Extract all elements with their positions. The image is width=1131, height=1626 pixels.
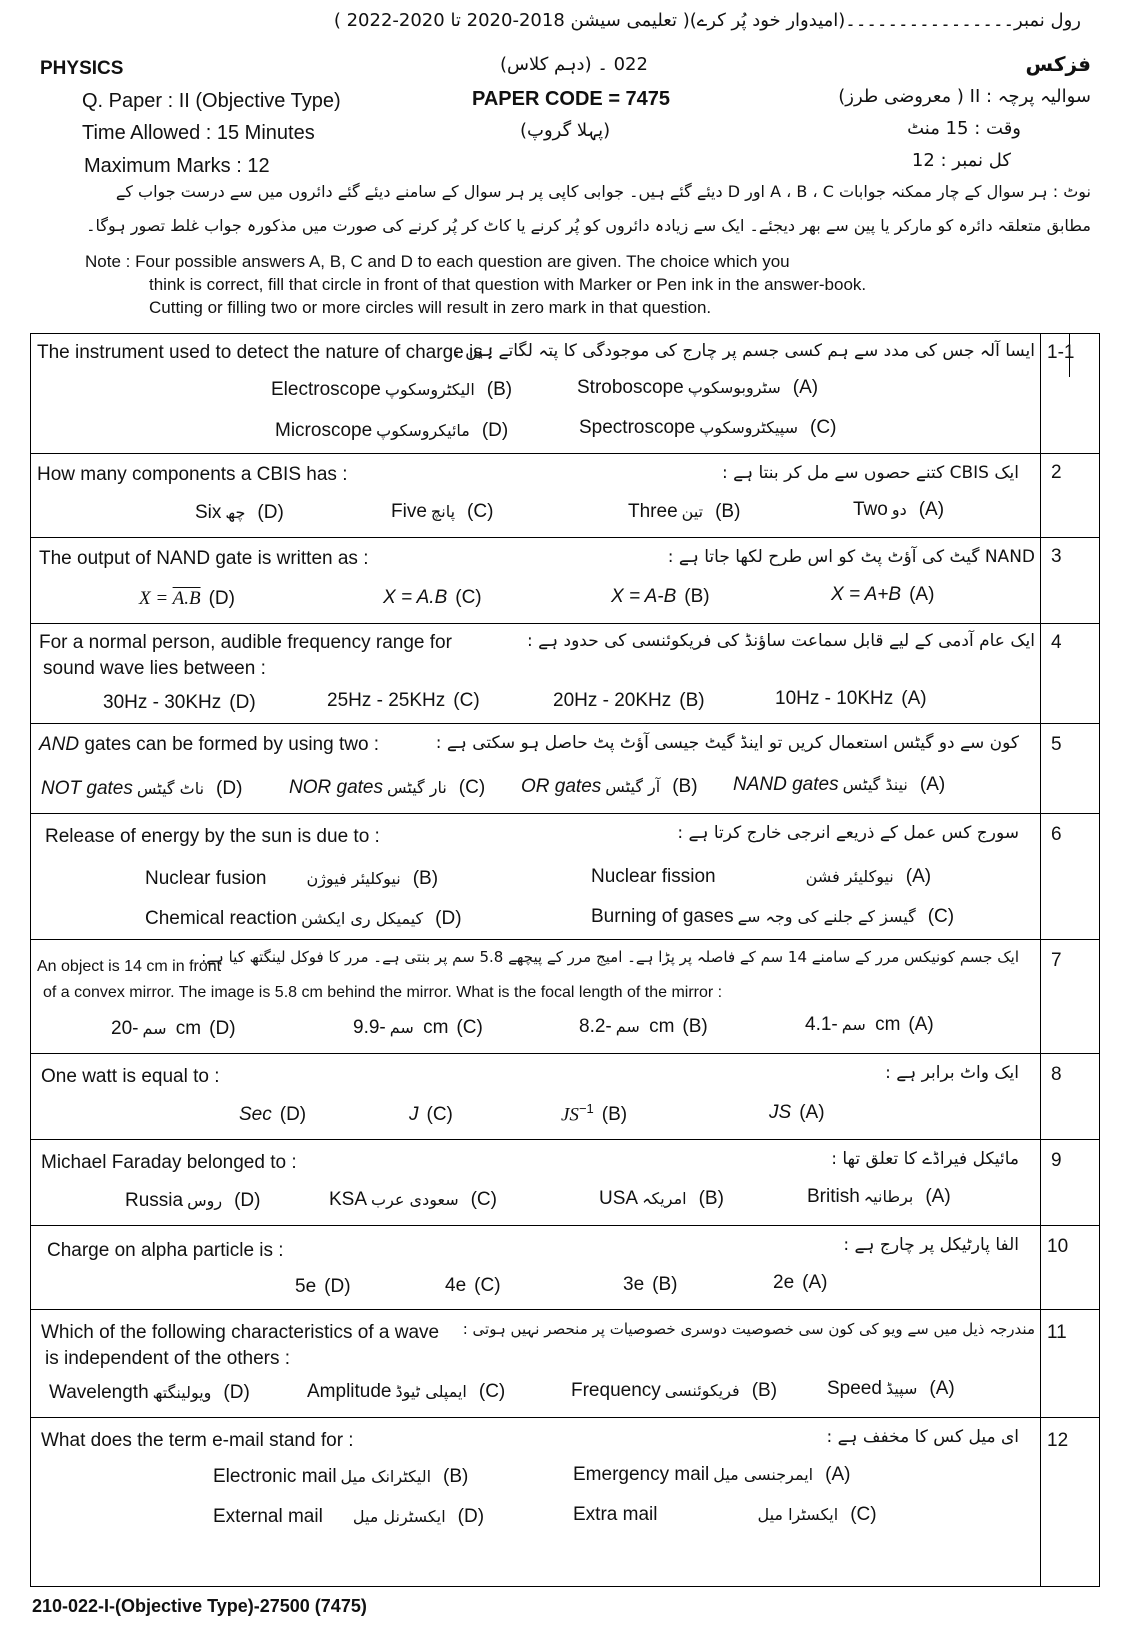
question-text-urdu: ایک واٹ برابر ہے : <box>885 1063 1019 1083</box>
question-row-7 <box>31 940 1099 1054</box>
option-a: British برطانیہ (A) <box>807 1186 951 1207</box>
option-a: NAND gates نینڈ گیٹس (A) <box>733 774 946 795</box>
question-text-english-line-2: is independent of the others : <box>45 1348 291 1369</box>
option-d: X = A.B (D) <box>139 588 235 609</box>
question-text-urdu: ایک CBIS کتنے حصوں سے مل کر بنتا ہے : <box>722 463 1019 483</box>
option-d: Chemical reaction کیمیکل ری ایکشن (D) <box>145 908 462 929</box>
option-a: JS (A) <box>769 1102 825 1123</box>
question-text-english-line-2: sound wave lies between : <box>43 658 266 679</box>
question-number: 2 <box>1051 462 1062 483</box>
question-row-5 <box>31 724 1099 814</box>
question-text-urdu: ایسا آلہ جس کی مدد سے ہم کسی جسم پر چارج کی موجودگی کا پتہ لگاتے ہیں : <box>453 341 1035 361</box>
option-c: Burning of gases گیسز کے جلنے کی وجہ سے (C) <box>591 906 955 927</box>
option-d: External mail ایکسٹرنل میل (D) <box>213 1506 485 1527</box>
option-b: سم-8.2 cm (B) <box>579 1016 708 1037</box>
option-a: X = A+B (A) <box>831 584 935 605</box>
option-a: 2e (A) <box>773 1272 828 1293</box>
question-text-english-line-2: of a convex mirror. The image is 5.8 cm behind the mirror. What is the focal length of the mirror : <box>43 984 723 1001</box>
question-number: 11 <box>1047 1322 1067 1343</box>
time-allowed-english: Time Allowed : 15 Minutes <box>82 122 315 144</box>
question-text-urdu: NAND گیٹ کی آؤٹ پٹ کو اس طرح لکھا جاتا ہے : <box>667 547 1035 567</box>
question-number: 9 <box>1051 1150 1062 1171</box>
option-d: NOT gates ناٹ گیٹس (D) <box>41 778 243 799</box>
option-b: $JS^{-1}$ (B) <box>561 1101 628 1126</box>
note-urdu-line-2: مطابق متعلقہ دائرہ کو مارکر یا پین سے بھر دیجئے۔ ایک سے زیادہ دائروں کو پُر کرنے یا کاٹ کر پُر کرنے کی صورت میں مذکورہ جواب غلط تصور ہوگا۔ <box>86 216 1091 235</box>
question-text-urdu: ایک عام آدمی کے لیے قابل سماعت ساؤنڈ کی فریکوئنسی کی حدود ہے : <box>527 631 1035 651</box>
question-number: 8 <box>1051 1064 1062 1085</box>
footer-code: 210-022-I-(Objective Type)-27500 (7475) <box>32 1596 367 1616</box>
option-c: KSA سعودی عرب (C) <box>329 1189 497 1210</box>
class-line: 022 ۔ (دہم کلاس) <box>500 54 648 75</box>
option-b: 3e (B) <box>623 1274 678 1295</box>
option-b: OR gates آر گیٹس (B) <box>521 776 698 797</box>
question-text-english: Release of energy by the sun is due to : <box>45 826 380 847</box>
option-c: X = A.B (C) <box>383 587 482 608</box>
roll-number-line: رول نمبر۔۔۔۔۔۔۔۔۔۔۔۔۔۔۔۔(امیدوار خود پُر کرے)( تعلیمی سیشن 2018-2020 تا 2020-2022 ) <box>333 10 1081 31</box>
question-text-english: An object is 14 cm in front <box>37 958 222 975</box>
option-a: Stroboscope سٹروبوسکوپ (A) <box>577 377 819 398</box>
option-d: Microscope مائیکروسکوپ (D) <box>275 420 509 441</box>
option-b: Frequency فریکوئنسی (B) <box>571 1380 778 1401</box>
option-a: Nuclear fission نیوکلیئر فشن (A) <box>591 866 932 887</box>
question-row-6 <box>31 814 1099 940</box>
question-row-10 <box>31 1226 1099 1310</box>
question-paper-english: Q. Paper : II (Objective Type) <box>82 90 341 112</box>
group-label: (پہلا گروپ) <box>520 120 611 141</box>
question-text-urdu: مندرجہ ذیل میں سے ویو کی کون سی خصوصیت دوسری خصوصیات پر منحصر نہیں ہوتی : <box>462 1320 1035 1338</box>
question-text-english: The output of NAND gate is written as : <box>39 548 369 569</box>
option-d: Six چھ (D) <box>195 502 284 523</box>
option-a: Two دو (A) <box>853 499 945 520</box>
question-text-urdu: سورج کس عمل کے ذریعے انرجی خارج کرتا ہے : <box>677 823 1019 843</box>
note-english-line-3: Cutting or filling two or more circles will result in zero mark in that question. <box>149 298 712 317</box>
option-b: Three تین (B) <box>628 501 741 522</box>
option-b: Electroscope الیکٹروسکوپ (B) <box>271 379 513 400</box>
option-d: سم-20 cm (D) <box>111 1018 236 1039</box>
question-text-urdu: ایک جسم کونیکس مرر کے سامنے 14 سم کے فاصلہ پر پڑا ہے۔ امیج مرر کے پیچھے 5.8 سم پر بنتی ہے۔ مرر کا فوکل لینگتھ کیا ہے: <box>201 948 1019 966</box>
option-a: Speed سپیڈ (A) <box>827 1378 955 1399</box>
option-c: J (C) <box>409 1104 453 1125</box>
question-number: 7 <box>1051 950 1062 971</box>
question-number: 4 <box>1051 632 1062 653</box>
question-row-2 <box>31 454 1099 538</box>
option-b: Electronic mail الیکٹرانک میل (B) <box>213 1466 469 1487</box>
maximum-marks-english: Maximum Marks : 12 <box>84 155 270 177</box>
question-text-urdu: ای میل کس کا مخفف ہے : <box>826 1427 1019 1447</box>
question-text-english: AND gates can be formed by using two : <box>39 734 380 755</box>
question-text-urdu: الفا پارٹیکل پر چارج ہے : <box>843 1235 1019 1255</box>
subject-urdu: فزکس <box>1025 52 1091 76</box>
option-c: NOR gates نار گیٹس (C) <box>289 777 486 798</box>
question-row-1 <box>31 334 1099 454</box>
option-d: 5e (D) <box>295 1276 351 1297</box>
option-a: Emergency mail ایمرجنسی میل (A) <box>573 1464 851 1485</box>
option-c: 25Hz - 25KHz (C) <box>327 690 480 711</box>
option-d: Wavelength ویولینگتھ (D) <box>49 1382 250 1403</box>
option-b: 20Hz - 20KHz (B) <box>553 690 705 711</box>
maximum-marks-urdu: کل نمبر : 12 <box>911 150 1011 171</box>
question-row-12 <box>31 1418 1099 1588</box>
question-number: 6 <box>1051 824 1062 845</box>
question-text-english: Michael Faraday belonged to : <box>41 1152 297 1173</box>
question-row-3 <box>31 538 1099 624</box>
note-english-line-1: Note : Four possible answers A, B, C and D to each question are given. The choice which you <box>85 252 790 271</box>
option-d: 30Hz - 30KHz (D) <box>103 692 256 713</box>
question-text-urdu: کون سے دو گیٹس استعمال کریں تو اینڈ گیٹ جیسی آؤٹ پٹ حاصل ہو سکتی ہے : <box>435 733 1019 753</box>
option-c: Amplitude ایمپلی ٹیوڈ (C) <box>307 1381 506 1402</box>
question-number: 12 <box>1047 1430 1069 1451</box>
note-urdu-line-1: نوٹ : ہر سوال کے چار ممکنہ جوابات A ، B ، C اور D دیئے گئے ہیں۔ جوابی کاپی پر ہر سوال کے سامنے دیئے گئے دائروں میں سے درست جواب کے <box>115 182 1091 201</box>
question-number: 3 <box>1051 546 1062 567</box>
question-text-english: How many components a CBIS has : <box>37 464 348 485</box>
question-text-english: Charge on alpha particle is : <box>47 1240 284 1261</box>
option-d: Sec (D) <box>239 1104 307 1125</box>
question-row-11 <box>31 1310 1099 1418</box>
option-a: 10Hz - 10KHz (A) <box>775 688 927 709</box>
question-text-english: The instrument used to detect the nature of charge is : <box>37 342 494 363</box>
question-number: 5 <box>1051 734 1062 755</box>
option-b: Nuclear fusion نیوکلیئر فیوژن (B) <box>145 868 439 889</box>
question-text-urdu: مائیکل فیراڈے کا تعلق تھا : <box>831 1149 1019 1169</box>
question-number: 10 <box>1047 1236 1069 1257</box>
option-b: X = A-B (B) <box>611 586 710 607</box>
option-b: USA امریکہ (B) <box>599 1188 724 1209</box>
question-paper-urdu: سوالیہ پرچہ : II ( معروضی طرز) <box>838 86 1091 107</box>
question-text-english: For a normal person, audible frequency range for <box>39 632 452 653</box>
question-number: 1-1 <box>1047 342 1075 363</box>
option-c: 4e (C) <box>445 1275 501 1296</box>
time-allowed-urdu: وقت : 15 منٹ <box>907 118 1021 139</box>
option-c: سم-9.9 cm (C) <box>353 1017 483 1038</box>
paper-code: PAPER CODE = 7475 <box>472 88 671 110</box>
option-c: Spectroscope سپیکٹروسکوپ (C) <box>579 417 837 438</box>
question-text-english: Which of the following characteristics of a wave <box>41 1322 440 1343</box>
note-english-line-2: think is correct, fill that circle in front of that question with Marker or Pen ink in the answer-book. <box>149 275 867 294</box>
question-row-9 <box>31 1140 1099 1226</box>
option-d: Russia روس (D) <box>125 1190 261 1211</box>
questions-table <box>30 333 1100 1587</box>
question-row-4 <box>31 624 1099 724</box>
option-a: سم-4.1 cm (A) <box>805 1014 934 1035</box>
subject-english: PHYSICS <box>40 58 124 79</box>
question-row-8 <box>31 1054 1099 1140</box>
option-c: Extra mail ایکسٹرا میل (C) <box>573 1504 877 1525</box>
question-text-english: What does the term e-mail stand for : <box>41 1430 354 1451</box>
question-text-english: One watt is equal to : <box>41 1066 220 1087</box>
option-c: Five پانچ (C) <box>391 501 494 522</box>
